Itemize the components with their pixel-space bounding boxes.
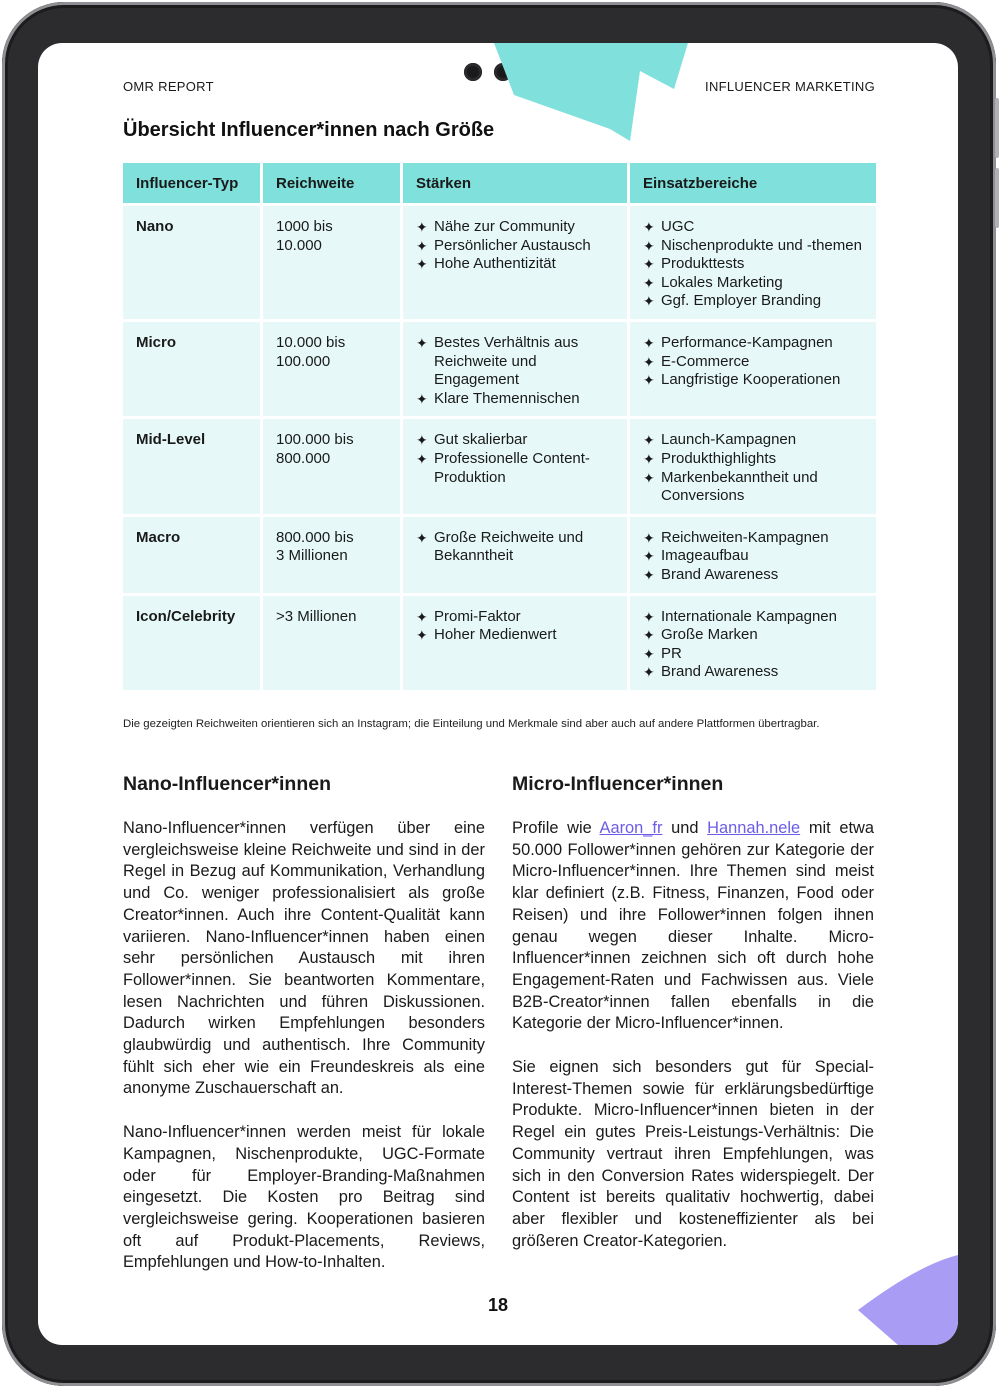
list-item: ✦ Nischenprodukte und -themen	[643, 237, 863, 256]
uses-cell	[630, 319, 876, 416]
nano-heading: Nano-Influencer*innen	[123, 773, 332, 795]
strengths-cell	[403, 203, 630, 319]
list-item: ✦ Nähe zur Community	[416, 218, 614, 237]
list-item: ✦ Persönlicher Austausch	[416, 237, 614, 256]
uses-cell	[630, 203, 876, 319]
camera-icon	[464, 63, 482, 81]
list-item: ✦ Lokales Marketing	[643, 274, 863, 293]
list-item: ✦ Performance-Kampagnen	[643, 334, 863, 353]
table-row	[123, 514, 876, 593]
type-cell: Nano	[123, 203, 263, 319]
list-item: ✦ Produkttests	[643, 255, 863, 274]
list-item: ✦ Internationale Kampagnen	[643, 608, 863, 627]
nano-section	[123, 773, 485, 1296]
nano-paragraph-1: Nano-Influencer*innen verfügen über eine vergleichsweise kleine Reichweite und sind in der Regel in Bezug auf Kommunikation, Verhandlung und Co. weniger professionalisiert als große Creator*innen. Auch ihre Content-Qualität kann variieren. Nano-Influencer*innen haben einen sehr persönlichen Austausch mit ihren Follower*innen. Sie beantworten Kommentare, lesen Nachrichten und führen Diskussionen. Dadurch wirken Empfehlungen besonders glaubwürdig und authentisch. Ihre Community fühlt sich eher wie ein Freundeskreis als eine anonyme Zuschauerschaft an.	[123, 819, 485, 1098]
list-item: ✦ PR	[643, 645, 863, 664]
table-header-row	[123, 163, 876, 203]
profile-link-aaron[interactable]: Aaron_fr	[599, 819, 663, 837]
list-item: ✦ Bestes Verhältnis aus Reichweite und Engagement	[416, 334, 614, 390]
table-row	[123, 593, 876, 690]
volume-up-button	[995, 98, 999, 158]
reach-cell: 1000 bis 10.000	[263, 203, 403, 319]
table-row	[123, 203, 876, 319]
list-item: ✦ Markenbekanntheit und Conversions	[643, 469, 863, 506]
list-item: ✦ Brand Awareness	[643, 663, 863, 682]
column-header: Einsatzbereiche	[630, 163, 876, 203]
page-number: 18	[487, 1295, 509, 1315]
uses-cell	[630, 593, 876, 690]
nano-paragraph-2: Nano-Influencer*innen werden meist für lokale Kampagnen, Nischenprodukte, UGC-Formate oder für Employer-Branding-Maßnahmen eingesetzt. Die Kosten pro Beitrag sind vergleichsweise gering. Kooperationen basieren oft auf Produkt-Placements, Reviews, Empfehlungen und How-to-Inhalten.	[123, 1123, 485, 1272]
list-item: ✦ Professionelle Content-Produktion	[416, 450, 614, 487]
strengths-cell	[403, 416, 630, 513]
header-right: INFLUENCER MARKETING	[705, 79, 875, 94]
list-item: ✦ Langfristige Kooperationen	[643, 371, 863, 390]
micro-heading: Micro-Influencer*innen	[512, 773, 724, 795]
influencer-table	[123, 163, 876, 690]
list-item: ✦ E-Commerce	[643, 353, 863, 372]
micro-paragraph-2: Sie eignen sich besonders gut für Special-Interest-Themen sowie für erklärungsbedürftige Produkte. Micro-Influencer*innen bieten in der Regel ein gutes Preis-Leistungs-Verhältnis: Die Community vertraut ihren Empfehlungen, was sich in den Conversion Rates widerspiegelt. Der Content ist bereits qualitativ hochwertig, dabei aber flexibler und kosteneffizienter als bei größeren Creator-Kategorien.	[512, 1058, 874, 1250]
uses-cell	[630, 514, 876, 593]
reach-cell: 10.000 bis 100.000	[263, 319, 403, 416]
profile-link-hannah[interactable]: Hannah.nele	[707, 819, 801, 837]
strengths-cell	[403, 319, 630, 416]
column-header: Reichweite	[263, 163, 403, 203]
list-item: ✦ Ggf. Employer Branding	[643, 292, 863, 311]
screen	[38, 43, 958, 1345]
volume-down-button	[995, 168, 999, 228]
table-footnote: Die gezeigten Reichweiten orientieren sich an Instagram; die Einteilung und Merkmale sind aber auch auf andere Plattformen übertragbar.	[123, 718, 820, 730]
strengths-cell	[403, 593, 630, 690]
type-cell: Mid-Level	[123, 416, 263, 513]
type-cell: Macro	[123, 514, 263, 593]
decorative-teal-shape	[492, 43, 692, 143]
table-row	[123, 319, 876, 416]
list-item: ✦ UGC	[643, 218, 863, 237]
list-item: ✦ Große Reichweite und Bekanntheit	[416, 529, 614, 566]
list-item: ✦ Große Marken	[643, 626, 863, 645]
reach-cell: 800.000 bis 3 Millionen	[263, 514, 403, 593]
list-item: ✦ Hohe Authentizität	[416, 255, 614, 274]
type-cell: Icon/Celebrity	[123, 593, 263, 690]
list-item: ✦ Promi-Faktor	[416, 608, 614, 627]
micro-section	[512, 773, 874, 1274]
header-left: OMR REPORT	[123, 79, 214, 94]
list-item: ✦ Imageaufbau	[643, 547, 863, 566]
column-header: Influencer-Typ	[123, 163, 263, 203]
column-header: Stärken	[403, 163, 630, 203]
list-item: ✦ Brand Awareness	[643, 566, 863, 585]
reach-cell: >3 Millionen	[263, 593, 403, 690]
reach-cell: 100.000 bis 800.000	[263, 416, 403, 513]
section-title: Übersicht Influencer*innen nach Größe	[123, 119, 495, 141]
list-item: ✦ Klare Themennischen	[416, 390, 614, 409]
list-item: ✦ Launch-Kampagnen	[643, 431, 863, 450]
micro-paragraph-1: Profile wie Aaron_fr und Hannah.nele mit etwa 50.000 Follower*innen gehören zur Kategorie der Micro-Influencer*innen. Ihre Themen sind meist klar definiert (z.B. Fitness, Finanzen, Food oder Reisen) und ihre Follower*innen folgen ihnen genau wegen dieser Inhalte. Micro-Influencer*innen zeichnen sich oft durch hohe Engagement-Raten und Fachwissen aus. Viele B2B-Creator*innen fallen ebenfalls in die Kategorie der Micro-Influencer*innen.	[512, 819, 874, 1033]
table-row	[123, 416, 876, 513]
uses-cell	[630, 416, 876, 513]
list-item: ✦ Reichweiten-Kampagnen	[643, 529, 863, 548]
strengths-cell	[403, 514, 630, 593]
type-cell: Micro	[123, 319, 263, 416]
list-item: ✦ Gut skalierbar	[416, 431, 614, 450]
list-item: ✦ Produkthighlights	[643, 450, 863, 469]
list-item: ✦ Hoher Medienwert	[416, 626, 614, 645]
